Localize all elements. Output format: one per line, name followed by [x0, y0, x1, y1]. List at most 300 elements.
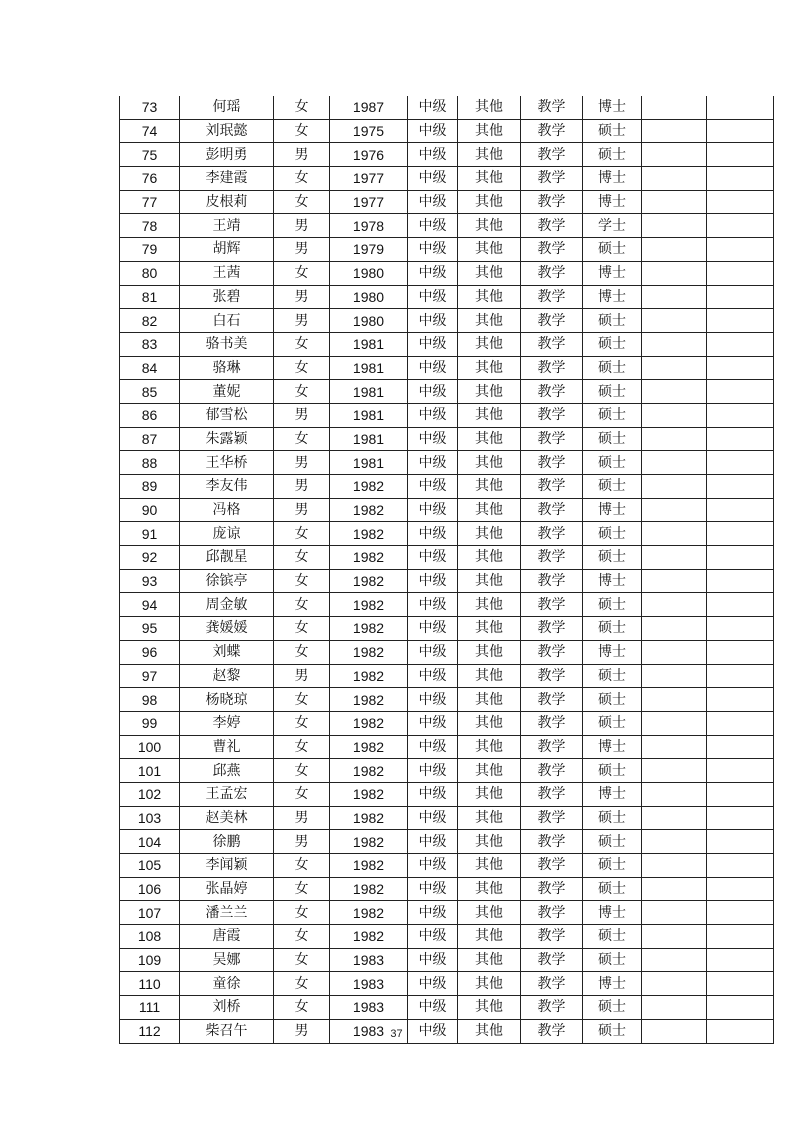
- cell-degree: 硕士: [583, 522, 642, 546]
- cell-index: 92: [120, 546, 180, 570]
- cell-degree: 硕士: [583, 854, 642, 878]
- cell-index: 93: [120, 569, 180, 593]
- table-row: [120, 617, 774, 641]
- cell-blank-a: [642, 640, 707, 664]
- cell-category: 其他: [458, 427, 521, 451]
- cell-title-level: 中级: [408, 830, 458, 854]
- cell-gender: 女: [274, 617, 330, 641]
- cell-category: 其他: [458, 948, 521, 972]
- cell-gender: 男: [274, 1019, 330, 1043]
- cell-blank-a: [642, 854, 707, 878]
- cell-blank-b: [707, 830, 774, 854]
- cell-name: 王茜: [180, 261, 274, 285]
- cell-category: 其他: [458, 735, 521, 759]
- cell-title-level: 中级: [408, 285, 458, 309]
- cell-post: 教学: [521, 593, 583, 617]
- cell-post: 教学: [521, 711, 583, 735]
- cell-name: 刘蝶: [180, 640, 274, 664]
- cell-post: 教学: [521, 569, 583, 593]
- cell-gender: 男: [274, 664, 330, 688]
- cell-birth-year: 1982: [330, 901, 408, 925]
- cell-post: 教学: [521, 901, 583, 925]
- cell-name: 张晶婷: [180, 877, 274, 901]
- cell-gender: 女: [274, 782, 330, 806]
- cell-title-level: 中级: [408, 167, 458, 191]
- cell-gender: 女: [274, 711, 330, 735]
- cell-title-level: 中级: [408, 806, 458, 830]
- cell-title-level: 中级: [408, 759, 458, 783]
- table-row: [120, 830, 774, 854]
- cell-gender: 女: [274, 190, 330, 214]
- cell-post: 教学: [521, 214, 583, 238]
- cell-index: 98: [120, 688, 180, 712]
- cell-blank-a: [642, 332, 707, 356]
- cell-gender: 女: [274, 759, 330, 783]
- table-row: [120, 925, 774, 949]
- cell-blank-b: [707, 593, 774, 617]
- cell-gender: 男: [274, 214, 330, 238]
- cell-index: 86: [120, 403, 180, 427]
- cell-birth-year: 1982: [330, 546, 408, 570]
- cell-index: 109: [120, 948, 180, 972]
- cell-post: 教学: [521, 190, 583, 214]
- cell-degree: 硕士: [583, 617, 642, 641]
- cell-degree: 硕士: [583, 546, 642, 570]
- cell-category: 其他: [458, 854, 521, 878]
- cell-post: 教学: [521, 759, 583, 783]
- cell-blank-b: [707, 119, 774, 143]
- cell-blank-a: [642, 498, 707, 522]
- cell-blank-b: [707, 475, 774, 499]
- cell-birth-year: 1981: [330, 427, 408, 451]
- cell-birth-year: 1982: [330, 640, 408, 664]
- table-row: [120, 569, 774, 593]
- cell-blank-a: [642, 664, 707, 688]
- cell-post: 教学: [521, 806, 583, 830]
- cell-blank-b: [707, 617, 774, 641]
- cell-title-level: 中级: [408, 640, 458, 664]
- cell-title-level: 中级: [408, 309, 458, 333]
- cell-gender: 女: [274, 427, 330, 451]
- cell-title-level: 中级: [408, 617, 458, 641]
- cell-birth-year: 1982: [330, 664, 408, 688]
- cell-category: 其他: [458, 238, 521, 262]
- cell-degree: 硕士: [583, 403, 642, 427]
- cell-birth-year: 1981: [330, 356, 408, 380]
- cell-post: 教学: [521, 96, 583, 119]
- cell-blank-b: [707, 688, 774, 712]
- table-row: [120, 427, 774, 451]
- cell-blank-a: [642, 261, 707, 285]
- cell-degree: 博士: [583, 261, 642, 285]
- cell-post: 教学: [521, 238, 583, 262]
- table-row: [120, 688, 774, 712]
- cell-gender: 女: [274, 380, 330, 404]
- cell-index: 106: [120, 877, 180, 901]
- cell-title-level: 中级: [408, 451, 458, 475]
- cell-name: 李友伟: [180, 475, 274, 499]
- cell-post: 教学: [521, 119, 583, 143]
- cell-gender: 女: [274, 901, 330, 925]
- table-row: [120, 996, 774, 1020]
- cell-category: 其他: [458, 214, 521, 238]
- cell-title-level: 中级: [408, 735, 458, 759]
- cell-category: 其他: [458, 593, 521, 617]
- cell-degree: 博士: [583, 190, 642, 214]
- cell-index: 110: [120, 972, 180, 996]
- cell-birth-year: 1982: [330, 569, 408, 593]
- cell-birth-year: 1980: [330, 285, 408, 309]
- table-row: [120, 854, 774, 878]
- cell-blank-b: [707, 854, 774, 878]
- cell-degree: 硕士: [583, 380, 642, 404]
- cell-title-level: 中级: [408, 1019, 458, 1043]
- cell-name: 何瑶: [180, 96, 274, 119]
- cell-blank-b: [707, 451, 774, 475]
- cell-name: 邱燕: [180, 759, 274, 783]
- cell-post: 教学: [521, 356, 583, 380]
- cell-title-level: 中级: [408, 972, 458, 996]
- cell-post: 教学: [521, 688, 583, 712]
- cell-blank-a: [642, 925, 707, 949]
- cell-name: 朱露颖: [180, 427, 274, 451]
- cell-category: 其他: [458, 498, 521, 522]
- cell-birth-year: 1983: [330, 948, 408, 972]
- table-row: [120, 167, 774, 191]
- cell-category: 其他: [458, 451, 521, 475]
- cell-birth-year: 1987: [330, 96, 408, 119]
- table-row: [120, 190, 774, 214]
- cell-gender: 男: [274, 451, 330, 475]
- cell-blank-b: [707, 238, 774, 262]
- cell-post: 教学: [521, 309, 583, 333]
- cell-index: 96: [120, 640, 180, 664]
- table-row: [120, 238, 774, 262]
- cell-blank-b: [707, 498, 774, 522]
- cell-category: 其他: [458, 972, 521, 996]
- cell-blank-b: [707, 96, 774, 119]
- cell-post: 教学: [521, 285, 583, 309]
- cell-post: 教学: [521, 640, 583, 664]
- cell-name: 李婷: [180, 711, 274, 735]
- cell-degree: 硕士: [583, 475, 642, 499]
- cell-title-level: 中级: [408, 427, 458, 451]
- cell-index: 111: [120, 996, 180, 1020]
- cell-blank-a: [642, 356, 707, 380]
- cell-blank-a: [642, 948, 707, 972]
- cell-title-level: 中级: [408, 593, 458, 617]
- cell-gender: 女: [274, 522, 330, 546]
- cell-post: 教学: [521, 996, 583, 1020]
- cell-gender: 女: [274, 854, 330, 878]
- table-row: [120, 119, 774, 143]
- cell-gender: 女: [274, 167, 330, 191]
- cell-name: 周金敏: [180, 593, 274, 617]
- cell-birth-year: 1982: [330, 830, 408, 854]
- cell-index: 74: [120, 119, 180, 143]
- table-row: [120, 546, 774, 570]
- cell-name: 刘珉懿: [180, 119, 274, 143]
- table-row: [120, 664, 774, 688]
- table-body: [120, 96, 774, 1043]
- cell-gender: 男: [274, 143, 330, 167]
- cell-birth-year: 1981: [330, 380, 408, 404]
- cell-gender: 女: [274, 640, 330, 664]
- cell-category: 其他: [458, 285, 521, 309]
- cell-birth-year: 1982: [330, 593, 408, 617]
- page-number: 37: [390, 1028, 403, 1040]
- cell-blank-a: [642, 996, 707, 1020]
- cell-title-level: 中级: [408, 403, 458, 427]
- cell-post: 教学: [521, 830, 583, 854]
- cell-index: 91: [120, 522, 180, 546]
- cell-gender: 女: [274, 356, 330, 380]
- table-row: [120, 214, 774, 238]
- cell-birth-year: 1981: [330, 332, 408, 356]
- cell-blank-a: [642, 759, 707, 783]
- cell-blank-b: [707, 214, 774, 238]
- table-row: [120, 261, 774, 285]
- cell-degree: 博士: [583, 167, 642, 191]
- cell-blank-b: [707, 925, 774, 949]
- cell-index: 88: [120, 451, 180, 475]
- cell-degree: 硕士: [583, 877, 642, 901]
- cell-gender: 女: [274, 996, 330, 1020]
- cell-degree: 硕士: [583, 711, 642, 735]
- cell-post: 教学: [521, 475, 583, 499]
- cell-blank-a: [642, 901, 707, 925]
- cell-index: 85: [120, 380, 180, 404]
- table-row: [120, 972, 774, 996]
- cell-birth-year: 1978: [330, 214, 408, 238]
- cell-post: 教学: [521, 735, 583, 759]
- cell-birth-year: 1983: [330, 1019, 408, 1043]
- cell-index: 78: [120, 214, 180, 238]
- cell-category: 其他: [458, 664, 521, 688]
- cell-gender: 女: [274, 925, 330, 949]
- cell-title-level: 中级: [408, 214, 458, 238]
- cell-degree: 博士: [583, 901, 642, 925]
- cell-category: 其他: [458, 190, 521, 214]
- cell-degree: 硕士: [583, 143, 642, 167]
- cell-blank-b: [707, 190, 774, 214]
- cell-degree: 硕士: [583, 664, 642, 688]
- cell-name: 李建霞: [180, 167, 274, 191]
- cell-birth-year: 1981: [330, 403, 408, 427]
- cell-degree: 博士: [583, 735, 642, 759]
- cell-name: 杨晓琼: [180, 688, 274, 712]
- cell-post: 教学: [521, 925, 583, 949]
- cell-name: 庞谅: [180, 522, 274, 546]
- cell-birth-year: 1982: [330, 782, 408, 806]
- cell-post: 教学: [521, 143, 583, 167]
- cell-birth-year: 1982: [330, 806, 408, 830]
- table-row: [120, 475, 774, 499]
- cell-blank-b: [707, 664, 774, 688]
- cell-birth-year: 1981: [330, 451, 408, 475]
- cell-index: 101: [120, 759, 180, 783]
- cell-blank-a: [642, 735, 707, 759]
- cell-blank-a: [642, 711, 707, 735]
- cell-blank-b: [707, 380, 774, 404]
- cell-degree: 硕士: [583, 688, 642, 712]
- table-row: [120, 143, 774, 167]
- cell-index: 90: [120, 498, 180, 522]
- cell-blank-b: [707, 996, 774, 1020]
- cell-gender: 男: [274, 498, 330, 522]
- cell-birth-year: 1980: [330, 309, 408, 333]
- table-row: [120, 948, 774, 972]
- cell-title-level: 中级: [408, 261, 458, 285]
- cell-name: 吴娜: [180, 948, 274, 972]
- cell-title-level: 中级: [408, 688, 458, 712]
- cell-category: 其他: [458, 782, 521, 806]
- cell-degree: 硕士: [583, 238, 642, 262]
- cell-name: 徐鹏: [180, 830, 274, 854]
- cell-degree: 博士: [583, 640, 642, 664]
- cell-gender: 男: [274, 309, 330, 333]
- cell-blank-a: [642, 238, 707, 262]
- cell-name: 曹礼: [180, 735, 274, 759]
- cell-index: 77: [120, 190, 180, 214]
- cell-name: 董妮: [180, 380, 274, 404]
- cell-blank-a: [642, 782, 707, 806]
- cell-post: 教学: [521, 451, 583, 475]
- cell-title-level: 中级: [408, 546, 458, 570]
- cell-name: 皮根莉: [180, 190, 274, 214]
- cell-gender: 女: [274, 261, 330, 285]
- cell-name: 彭明勇: [180, 143, 274, 167]
- cell-blank-b: [707, 972, 774, 996]
- cell-degree: 硕士: [583, 451, 642, 475]
- cell-index: 89: [120, 475, 180, 499]
- cell-degree: 博士: [583, 96, 642, 119]
- cell-gender: 女: [274, 877, 330, 901]
- cell-title-level: 中级: [408, 522, 458, 546]
- cell-title-level: 中级: [408, 711, 458, 735]
- cell-birth-year: 1982: [330, 854, 408, 878]
- cell-blank-b: [707, 546, 774, 570]
- cell-birth-year: 1979: [330, 238, 408, 262]
- cell-index: 100: [120, 735, 180, 759]
- cell-blank-b: [707, 569, 774, 593]
- cell-birth-year: 1982: [330, 688, 408, 712]
- cell-name: 邱靓星: [180, 546, 274, 570]
- cell-category: 其他: [458, 309, 521, 333]
- table-row: [120, 451, 774, 475]
- cell-name: 李闻颖: [180, 854, 274, 878]
- cell-gender: 女: [274, 688, 330, 712]
- cell-index: 75: [120, 143, 180, 167]
- cell-degree: 硕士: [583, 806, 642, 830]
- cell-blank-a: [642, 830, 707, 854]
- cell-blank-a: [642, 96, 707, 119]
- cell-category: 其他: [458, 759, 521, 783]
- cell-birth-year: 1982: [330, 877, 408, 901]
- cell-category: 其他: [458, 711, 521, 735]
- cell-blank-b: [707, 427, 774, 451]
- cell-name: 龚媛媛: [180, 617, 274, 641]
- cell-name: 骆书美: [180, 332, 274, 356]
- cell-gender: 女: [274, 593, 330, 617]
- cell-degree: 硕士: [583, 119, 642, 143]
- cell-degree: 硕士: [583, 332, 642, 356]
- table-row: [120, 96, 774, 119]
- cell-degree: 硕士: [583, 948, 642, 972]
- cell-category: 其他: [458, 901, 521, 925]
- table-row: [120, 309, 774, 333]
- cell-name: 赵黎: [180, 664, 274, 688]
- table-row: [120, 782, 774, 806]
- cell-blank-a: [642, 309, 707, 333]
- cell-gender: 女: [274, 948, 330, 972]
- cell-category: 其他: [458, 143, 521, 167]
- cell-blank-a: [642, 877, 707, 901]
- cell-degree: 硕士: [583, 593, 642, 617]
- cell-name: 徐镔亭: [180, 569, 274, 593]
- cell-category: 其他: [458, 167, 521, 191]
- cell-birth-year: 1980: [330, 261, 408, 285]
- cell-blank-a: [642, 451, 707, 475]
- cell-category: 其他: [458, 522, 521, 546]
- cell-name: 王华桥: [180, 451, 274, 475]
- cell-index: 112: [120, 1019, 180, 1043]
- cell-blank-b: [707, 806, 774, 830]
- cell-degree: 硕士: [583, 759, 642, 783]
- cell-blank-a: [642, 617, 707, 641]
- cell-post: 教学: [521, 498, 583, 522]
- cell-title-level: 中级: [408, 569, 458, 593]
- cell-title-level: 中级: [408, 96, 458, 119]
- cell-post: 教学: [521, 427, 583, 451]
- cell-blank-a: [642, 688, 707, 712]
- cell-category: 其他: [458, 640, 521, 664]
- cell-index: 107: [120, 901, 180, 925]
- cell-birth-year: 1982: [330, 475, 408, 499]
- cell-title-level: 中级: [408, 854, 458, 878]
- cell-title-level: 中级: [408, 996, 458, 1020]
- cell-title-level: 中级: [408, 782, 458, 806]
- cell-index: 83: [120, 332, 180, 356]
- cell-name: 唐霞: [180, 925, 274, 949]
- cell-category: 其他: [458, 996, 521, 1020]
- cell-index: 108: [120, 925, 180, 949]
- cell-title-level: 中级: [408, 238, 458, 262]
- cell-name: 白石: [180, 309, 274, 333]
- table-row: [120, 380, 774, 404]
- cell-title-level: 中级: [408, 190, 458, 214]
- cell-post: 教学: [521, 546, 583, 570]
- cell-index: 81: [120, 285, 180, 309]
- cell-title-level: 中级: [408, 948, 458, 972]
- cell-index: 80: [120, 261, 180, 285]
- table-row: [120, 332, 774, 356]
- cell-degree: 硕士: [583, 830, 642, 854]
- table-row: [120, 806, 774, 830]
- cell-blank-a: [642, 546, 707, 570]
- cell-category: 其他: [458, 806, 521, 830]
- cell-blank-b: [707, 877, 774, 901]
- cell-name: 胡辉: [180, 238, 274, 262]
- cell-degree: 硕士: [583, 1019, 642, 1043]
- cell-name: 冯格: [180, 498, 274, 522]
- cell-index: 102: [120, 782, 180, 806]
- cell-post: 教学: [521, 380, 583, 404]
- cell-name: 张碧: [180, 285, 274, 309]
- cell-title-level: 中级: [408, 475, 458, 499]
- cell-title-level: 中级: [408, 332, 458, 356]
- cell-degree: 硕士: [583, 427, 642, 451]
